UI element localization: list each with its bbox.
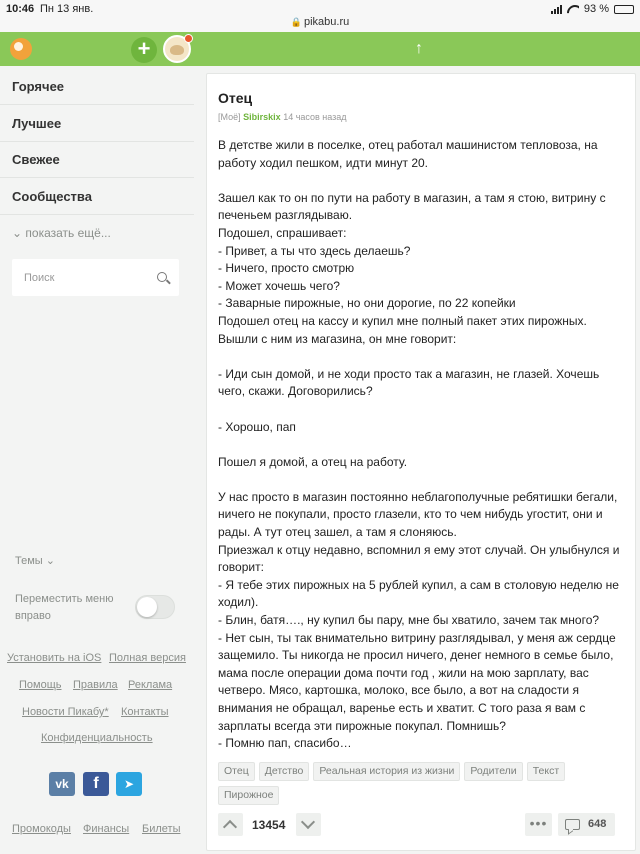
search-icon[interactable] bbox=[157, 272, 167, 282]
post-tag-mine: [Моё] bbox=[218, 112, 241, 122]
tag[interactable]: Пирожное bbox=[218, 786, 279, 805]
battery-icon bbox=[614, 5, 634, 14]
themes-label: Темы bbox=[15, 555, 43, 567]
show-more-label: показать ещё... bbox=[25, 226, 111, 240]
downvote-button[interactable] bbox=[296, 813, 321, 836]
post-body bbox=[218, 137, 623, 753]
user-avatar[interactable] bbox=[163, 35, 191, 63]
pikabu-logo-icon[interactable] bbox=[10, 38, 32, 60]
plus-icon: + bbox=[137, 36, 151, 61]
divider bbox=[0, 141, 194, 142]
signal-icon bbox=[551, 5, 562, 14]
help-link[interactable]: Помощь bbox=[19, 679, 62, 691]
comments-button[interactable] bbox=[558, 813, 615, 836]
chevron-up-icon bbox=[223, 820, 237, 834]
comments-count: 648 bbox=[588, 818, 607, 830]
address-bar[interactable] bbox=[0, 16, 640, 28]
notification-dot bbox=[184, 34, 193, 43]
nav-fresh[interactable]: Свежее bbox=[12, 152, 60, 167]
add-post-button[interactable] bbox=[131, 37, 157, 63]
news-label: Новости Пикабу bbox=[22, 706, 105, 718]
chevron-down-icon: ⌄ bbox=[45, 555, 55, 567]
telegram-icon[interactable]: ➤ bbox=[116, 772, 142, 796]
finance-link[interactable]: Финансы bbox=[83, 823, 130, 835]
contacts-link[interactable]: Контакты bbox=[121, 706, 169, 718]
post-time: 14 часов назад bbox=[283, 112, 347, 122]
sidebar bbox=[0, 66, 196, 854]
themes-toggle[interactable] bbox=[15, 554, 55, 567]
upvote-button[interactable] bbox=[218, 813, 243, 836]
post-tags bbox=[218, 762, 623, 805]
news-mark: * bbox=[104, 706, 109, 718]
tag[interactable]: Текст bbox=[527, 762, 565, 781]
post-paragraph: У нас просто в магазин постоянно неблагополучные ребятишки бегали, ничего не покупали, просто глазели, кто то чем нибудь угостит, они и рады. А тут отец зашел, а там я слоняюсь. Приезжал к отцу недавно, вспомнил я ему этот случай. Он улыбнулся и говорит: - Я тебе этих пирожных на 5 рублей купил, а сам в столовую неделю не ходил). - Блин, батя…., ну купил бы пару, мне бы хватило, зачем так много? - Нет сын, ты так внимательно витрину разглядывал, у меня аж сердце защемило. Ты никогда не просил ничего, денег немного в семье было, мама после операции дома почти год , жили на мою зарплату, вас четверо. Мясо, картошка, молоко, все было, а вот на сладости я внимания не обращал, варенье есть и хватит. С того раза я вам с зарплаты всегда эти пирожные покупал. Помнишь? - Помню пап, спасибо… bbox=[218, 489, 620, 751]
tag[interactable]: Отец bbox=[218, 762, 255, 781]
status-date: Пн 13 янв. bbox=[40, 3, 94, 15]
move-menu-toggle[interactable] bbox=[135, 595, 175, 619]
tag[interactable]: Реальная история из жизни bbox=[313, 762, 460, 781]
lock-icon: 🔒 bbox=[290, 17, 302, 27]
vk-icon[interactable]: vk bbox=[49, 772, 75, 796]
chevron-down-icon bbox=[301, 815, 315, 829]
nav-communities[interactable]: Сообщества bbox=[12, 189, 92, 204]
chevron-down-icon: ⌄ bbox=[12, 226, 26, 240]
post-paragraph: - Хорошо, пап bbox=[218, 419, 296, 434]
post-author[interactable]: Sibirskix bbox=[243, 112, 281, 122]
post-paragraph: В детстве жили в поселке, отец работал машинистом тепловоза, на работу ходил пешком, идти минут 20. bbox=[218, 138, 598, 170]
post-rating: 13454 bbox=[252, 818, 286, 832]
wifi-icon bbox=[567, 5, 579, 14]
arrow-up-icon: ↑ bbox=[415, 40, 423, 57]
move-menu-label: Переместить меню вправо bbox=[15, 593, 114, 622]
more-dots-icon: ••• bbox=[529, 815, 548, 831]
news-link[interactable] bbox=[22, 706, 109, 718]
tag[interactable]: Детство bbox=[259, 762, 310, 781]
tag[interactable]: Родители bbox=[464, 762, 522, 781]
post-title[interactable]: Отец bbox=[218, 90, 253, 106]
post-meta bbox=[218, 112, 347, 122]
post-paragraph: Зашел как то он по пути на работу в магазин, а там я стою, витрину с печеньем разглядываю. Подошел, спрашивает: - Привет, а ты что здесь делаешь? - Ничего, просто смотрю - Может хочешь чего? - Заварные пирожные, но они дорогие, по 22 копейки Подошел отец на кассу и купил мне полный пакет этих пирожных. Вышли с ним из магазина, он мне говорит: bbox=[218, 190, 606, 346]
nav-best[interactable]: Лучшее bbox=[12, 116, 62, 131]
divider bbox=[0, 177, 194, 178]
top-header bbox=[0, 32, 640, 66]
post-paragraph: Пошел я домой, а отец на работу. bbox=[218, 454, 408, 469]
battery-percent: 93 % bbox=[583, 3, 609, 15]
search-box bbox=[12, 259, 179, 296]
post-card bbox=[206, 73, 636, 851]
rules-link[interactable]: Правила bbox=[73, 679, 118, 691]
more-options-button[interactable] bbox=[525, 813, 552, 836]
install-ios-link[interactable]: Установить на iOS bbox=[7, 652, 102, 664]
comment-icon bbox=[565, 819, 580, 830]
divider bbox=[0, 214, 194, 215]
status-time: 10:46 bbox=[6, 3, 35, 15]
ads-link[interactable]: Реклама bbox=[128, 679, 173, 691]
tickets-link[interactable]: Билеты bbox=[142, 823, 181, 835]
status-indicators bbox=[551, 3, 634, 15]
promo-link[interactable]: Промокоды bbox=[12, 823, 71, 835]
show-more-link[interactable] bbox=[12, 226, 111, 240]
search-input[interactable] bbox=[12, 259, 142, 296]
facebook-icon[interactable]: f bbox=[83, 772, 109, 796]
status-bar bbox=[0, 0, 640, 32]
full-version-link[interactable]: Полная версия bbox=[109, 652, 186, 664]
divider bbox=[0, 104, 194, 105]
address-url: pikabu.ru bbox=[303, 16, 350, 28]
nav-hot[interactable]: Горячее bbox=[12, 79, 65, 94]
privacy-link[interactable]: Конфиденциальность bbox=[41, 732, 153, 744]
scroll-top-button[interactable] bbox=[405, 38, 433, 60]
post-paragraph: - Иди сын домой, и не ходи просто так а магазин, не глазей. Хочешь чего, скажи. Договорились? bbox=[218, 366, 600, 399]
